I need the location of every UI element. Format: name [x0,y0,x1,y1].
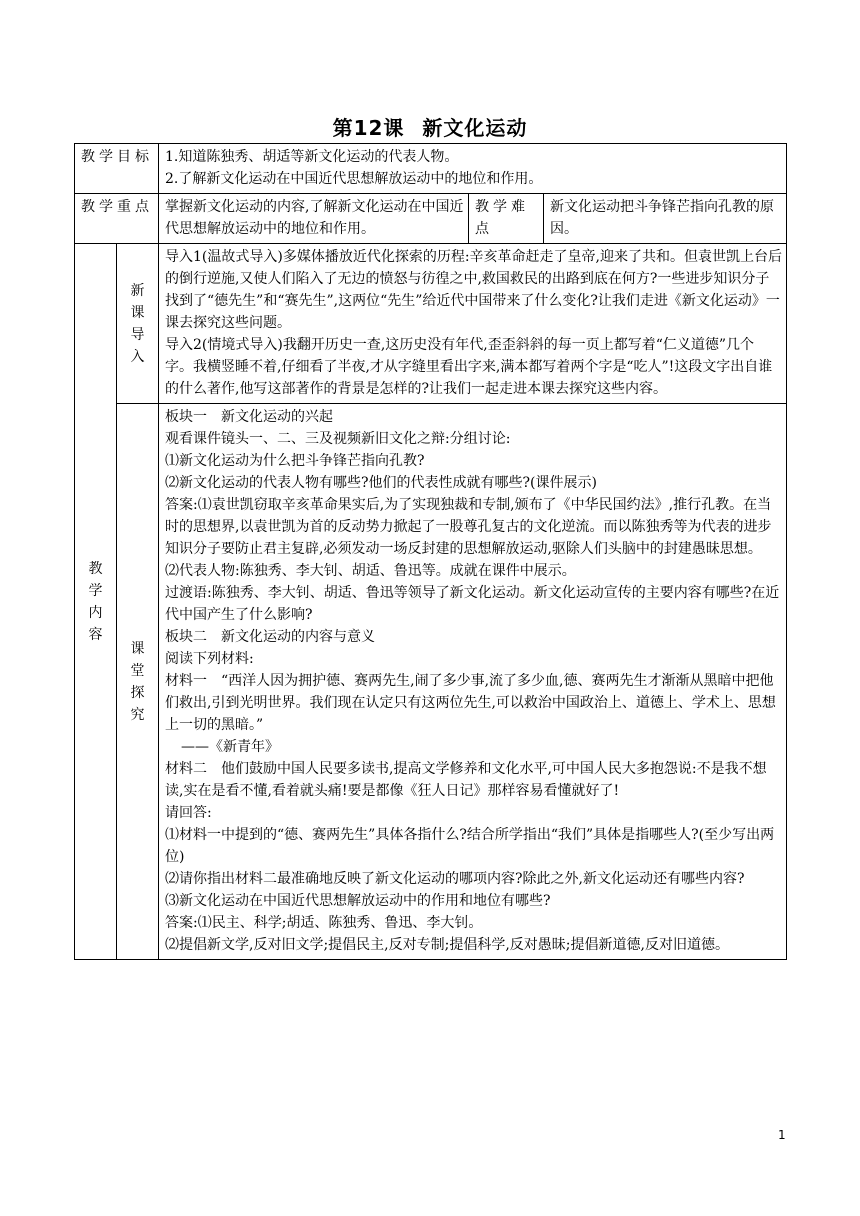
explore-line: 请回答: [165,805,212,821]
answer: 答案:⑴袁世凯窃取辛亥革命果实后,为了实现独裁和专制,颁布了《中华民国约法》,推行孔教。在当时的思想界,以袁世凯为首的反动势力掀起了一股尊孔复古的文化逆流。而以陈独秀等为代表的进步知识分子要防止君主复辟,必须发动一场反封建的思想解放运动,驱除人们头脑中的封建愚昧思想。 [165,497,772,557]
question: ⑵请你指出材料二最准确地反映了新文化运动的哪项内容?除此之外,新文化运动还有哪些内容? [165,871,745,887]
objective-item: 2.了解新文化运动在中国近代思想解放运动中的地位和作用。 [165,171,543,187]
explore-content [159,404,787,960]
material-one: 材料一 “西洋人因为拥护德、赛两先生,闹了多少事,流了多少血,德、赛两先生才渐渐从黑暗中把他们救出,引到光明世界。我们现在认定只有这两位先生,可以救治中国政治上、道德上、学术上、思想上一切的黑暗。” [165,673,776,733]
key-points-content: 掌握新文化运动的内容,了解新文化运动在中国近代思想解放运动中的地位和作用。 [159,194,469,244]
explore-label: 课堂探究 [117,404,159,960]
objectives-label: 教学目标 [75,144,159,194]
lesson-number: 第12课 [332,116,405,140]
objectives-row [75,144,787,194]
objectives-content [159,144,787,194]
intro-label: 新课导入 [117,244,159,404]
page-number: 1 [778,1128,786,1142]
key-points-label: 教学重点 [75,194,159,244]
question: ⑴材料一中提到的“德、赛两先生”具体各指什么?结合所学指出“我们”具体是指哪些人?(至少写出两位) [165,827,775,865]
answer: 答案:⑴民主、科学;胡适、陈独秀、鲁迅、李大钊。 [165,915,483,931]
explore-line: 观看课件镜头一、二、三及视频新旧文化之辩:分组讨论: [165,431,511,447]
lesson-plan-table [74,143,787,960]
content-label: 教学内容 [75,244,117,960]
question: ⑵新文化运动的代表人物有哪些?他们的代表性成就有哪些?(课件展示) [165,475,597,491]
question: ⑶新文化运动在中国近代思想解放运动中的作用和地位有哪些? [165,893,551,909]
intro-content [159,244,787,404]
intro-paragraph: 导入2(情境式导入)我翻开历史一查,这历史没有年代,歪歪斜斜的每一页上都写着“仁义道德”几个字。我横竖睡不着,仔细看了半夜,才从字缝里看出字来,满本都写着两个字是“吃人”!这段文字出自谁的什么著作,他写这部著作的背景是怎样的?让我们一起走进本课去探究这些内容。 [165,337,773,397]
question: ⑴新文化运动为什么把斗争锋芒指向孔教? [165,453,425,469]
explore-line: 阅读下列材料: [165,651,254,667]
material-two: 材料二 他们鼓励中国人民要多读书,提高文学修养和文化水平,可中国人民大多抱怨说:不是我不想读,实在是看不懂,看着就头痛!要是都像《狂人日记》那样容易看懂就好了! [165,761,767,799]
material-source: ——《新青年》 [181,739,279,755]
difficulty-content: 新文化运动把斗争锋芒指向孔教的原因。 [544,194,787,244]
explore-row [75,404,787,960]
section-heading: 板块二 新文化运动的内容与意义 [165,629,375,645]
difficulty-label: 教学难点 [469,194,544,244]
section-heading: 板块一 新文化运动的兴起 [165,409,333,425]
objective-item: 1.知道陈独秀、胡适等新文化运动的代表人物。 [165,149,459,165]
intro-paragraph: 导入1(温故式导入)多媒体播放近代化探索的历程:辛亥革命赶走了皇帝,迎来了共和。但袁世凯上台后的倒行逆施,又使人们陷入了无边的愤怒与彷徨之中,救国救民的出路到底在何方?一些进步知识分子找到了“德先生”和“赛先生”,这两位“先生”给近代中国带来了什么变化?让我们走进《新文化运动》一课去探究这些问题。 [165,249,782,331]
intro-row [75,244,787,404]
answer: ⑵代表人物:陈独秀、李大钊、胡适、鲁迅等。成就在课件中展示。 [165,563,576,579]
transition-text: 过渡语:陈独秀、李大钊、胡适、鲁迅等领导了新文化运动。新文化运动宣传的主要内容有哪些?在近代中国产生了什么影响? [165,585,780,623]
key-points-row [75,194,787,244]
page-title [0,112,860,141]
lesson-name: 新文化运动 [422,116,528,140]
answer: ⑵提倡新文学,反对旧文学;提倡民主,反对专制;提倡科学,反对愚昧;提倡新道德,反对旧道德。 [165,937,729,953]
